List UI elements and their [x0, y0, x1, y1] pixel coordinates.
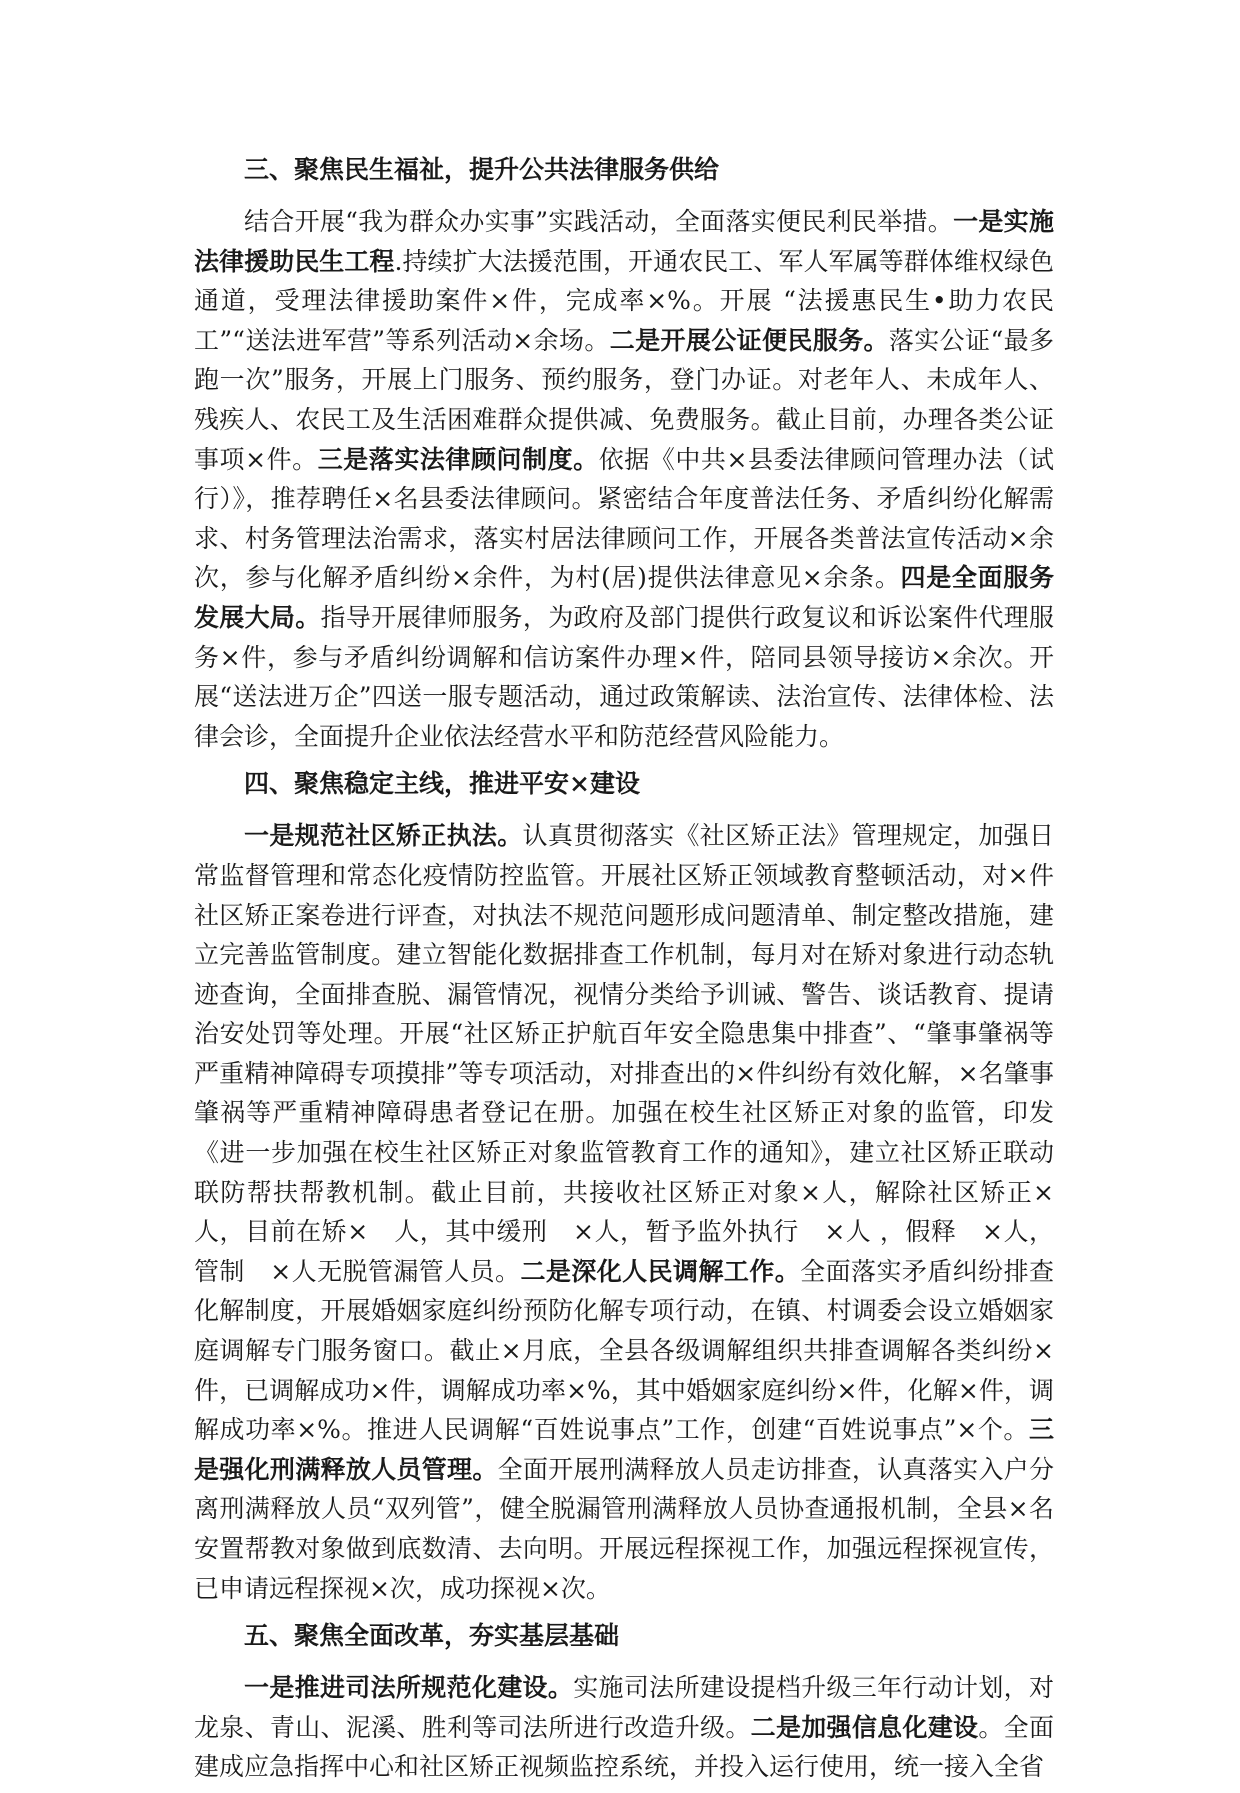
- section-four: [194, 762, 1054, 1608]
- text-run: 全面开展刑满释放人员走访排查，认真落实入户分离刑满释放人员“双列管”，健全脱漏管刑满释放人员协查通报机制，全县×名安置帮教对象做到底数清、去向明。开展远程探视工作，加强远程探视宣传，已申请远程探视×次，成功探视×次。: [194, 1454, 1054, 1603]
- section-three-heading: 三、聚焦民生福祉，提升公共法律服务供给: [244, 155, 720, 184]
- text-run: 落实公证“最多跑一次”服务，开展上门服务、预约服务，登门办证。对老年人、未成年人、残疾人、农民工及生活困难群众提供减、免费服务。截止目前，办理各类公证事项×件。: [194, 325, 1054, 474]
- text-run: 结合开展“我为群众办实事”实践活动，全面落实便民利民举措。: [244, 207, 954, 236]
- bold-run-item-two: 二是深化人民调解工作。: [520, 1256, 801, 1286]
- bold-run-item-two: 二是加强信息化建设: [750, 1712, 979, 1742]
- bold-run-item-three: 三是强化刑满释放人员管理。: [194, 1415, 1054, 1484]
- text-run: 实施司法所建设提档升级三年行动计划，对龙泉、青山、泥溪、胜利等司法所进行改造升级。: [194, 1673, 1054, 1742]
- text-run: 认真贯彻落实《社区矫正法》管理规定，加强日常监督管理和常态化疫情防控监管。开展社区矫正领域教育整顿活动，对×件社区矫正案卷进行评查，对执法不规范问题形成问题清单、制定整改措施，建立完善监管制度。建立智能化数据排查工作机制，每月对在矫对象进行动态轨迹查询，全面排查脱、漏管情况，视情分类给予训诫、警告、谈话教育、提请治安处罚等处理。开展“社区矫正护航百年安全隐患集中排查”、“肇事肇祸等严重精神障碍专项摸排”等专项活动，对排查出的×件纠纷有效化解，×名肇事肇祸等严重精神障碍患者登记在册。加强在校生社区矫正对象的监管，印发《进一步加强在校生社区矫正对象监管教育工作的通知》，建立社区矫正联动联防帮扶帮教机制。截止目前，共接收社区矫正对象×人，解除社区矫正×人，目前在矫× 人，其中缓刑 ×人，暂予监外执行 ×人 ，假释 ×人，管制 ×人无脱管漏管人员。: [194, 821, 1054, 1286]
- text-run: .持续扩大法援范围，开通农民工、军人军属等群体维权绿色通道，受理法律援助案件×件，完成率×%。开展 “法援惠民生•助力农民工”“送法进军营”等系列活动×余场。: [194, 246, 1054, 355]
- section-five: [194, 1614, 1054, 1787]
- bold-run-item-one: 一是推进司法所规范化建设。: [244, 1673, 574, 1703]
- section-three: [194, 148, 1054, 756]
- text-run: 。全面建成应急指挥中心和社区矫正视频监控系统，并投入运行使用，统一接入全省: [194, 1712, 1054, 1782]
- bold-run-item-two: 二是开展公证便民服务。: [609, 325, 889, 355]
- section-four-paragraph: [194, 816, 1054, 1608]
- document-page: [194, 148, 1054, 1793]
- bold-run-item-one: 一是实施法律援助民生工程: [194, 207, 1054, 276]
- section-four-heading: 四、聚焦稳定主线，推进平安×建设: [244, 769, 640, 799]
- bold-run-item-one: 一是规范社区矫正执法。: [244, 821, 523, 851]
- section-three-paragraph: [194, 202, 1054, 756]
- bold-run-item-four: 四是全面服务发展大局。: [194, 563, 1054, 632]
- text-run: 依据《中共×县委法律顾问管理办法（试行）》，推荐聘任×名县委法律顾问。紧密结合年度普法任务、矛盾纠纷化解需求、村务管理法治需求，落实村居法律顾问工作，开展各类普法宣传活动×余次，参与化解矛盾纠纷×余件，为村(居)提供法律意见×余条。: [194, 444, 1054, 593]
- bold-run-item-three: 三是落实法律顾问制度。: [317, 444, 599, 474]
- section-five-heading: 五、聚焦全面改革，夯实基层基础: [244, 1621, 620, 1651]
- section-five-paragraph: [194, 1668, 1054, 1787]
- text-run: 指导开展律师服务，为政府及部门提供行政复议和诉讼案件代理服务×件，参与矛盾纠纷调解和信访案件办理×件，陪同县领导接访×余次。开展“送法进万企”四送一服专题活动，通过政策解读、法治宣传、法律体检、法律会诊，全面提升企业依法经营水平和防范经营风险能力。: [194, 602, 1054, 751]
- text-run: 全面落实矛盾纠纷排查化解制度，开展婚姻家庭纠纷预防化解专项行动，在镇、村调委会设立婚姻家庭调解专门服务窗口。截止×月底，全县各级调解组织共排查调解各类纠纷×件，已调解成功×件，调解成功率×%，其中婚姻家庭纠纷×件，化解×件，调解成功率×%。推进人民调解“百姓说事点”工作，创建“百姓说事点”×个。: [194, 1256, 1054, 1445]
